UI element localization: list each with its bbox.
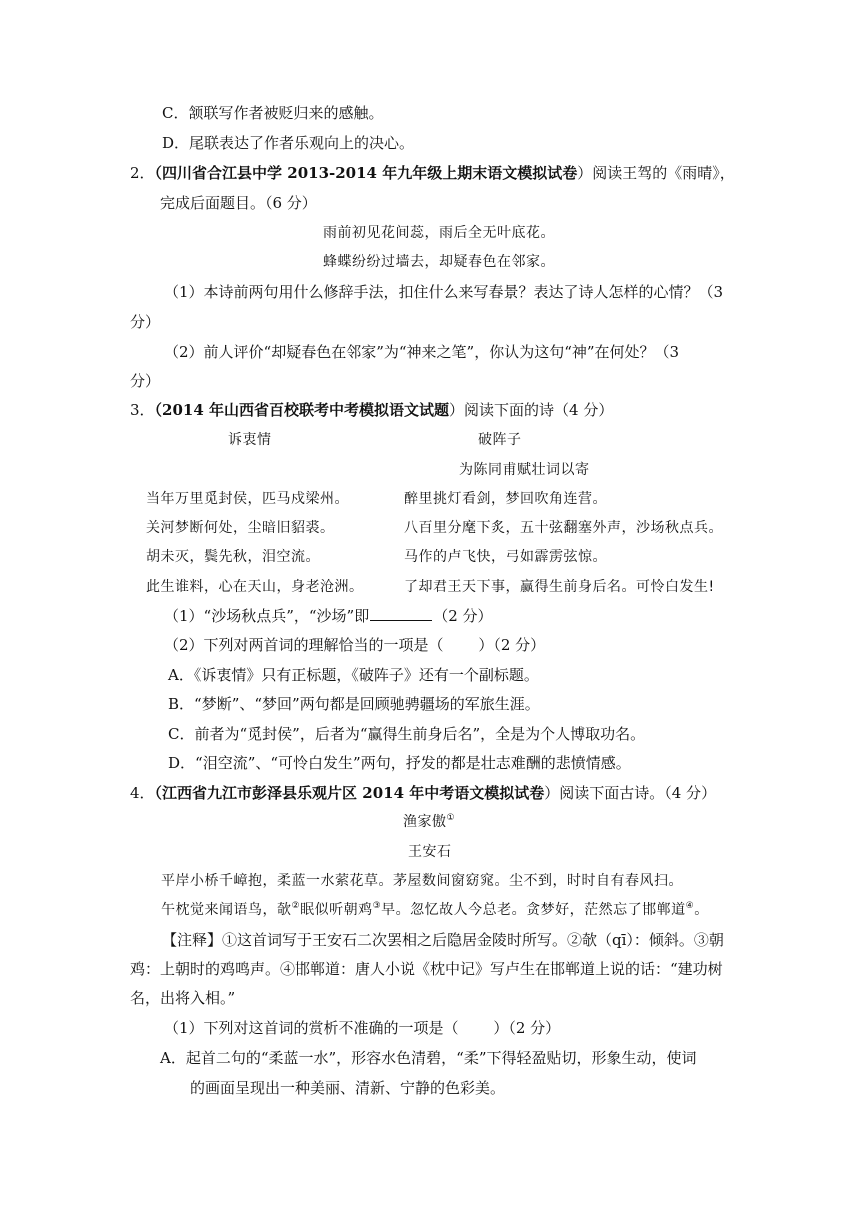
footnote-mark: ②: [291, 901, 301, 911]
question-source: （江西省九江市彭泽县乐观片区 2014 年中考语文模拟试卷: [154, 784, 545, 802]
question-number: 2．: [130, 164, 155, 182]
option-a: A．《诉衷情》只有正标题，《破阵子》还有一个副标题。: [168, 666, 539, 684]
question-number: 4．: [130, 784, 155, 802]
poem-title-right: 破阵子: [478, 432, 522, 448]
question-source: （2014 年山西省百校联考中考模拟语文试题: [154, 401, 450, 419]
option-a: A．起首二句的“柔蓝一水”，形容水色清碧，“柔”下得轻盈贴切，形象生动，使词: [160, 1049, 697, 1067]
poem-text: 早。忽忆故人今总老。贪梦好，茫然忘了邯郸道: [381, 902, 686, 918]
question-2-header: [130, 162, 735, 184]
sub-question-1: （1）本诗前两句用什么修辞手法，扣住什么来写春景？表达了诗人怎样的心情？（3: [164, 283, 724, 301]
poem-subtitle-right: 为陈同甫赋壮词以寄: [459, 462, 590, 478]
footnote-mark: ①: [446, 813, 456, 823]
sub-question-2: （2）前人评价“却疑春色在邻家”为“神来之笔”，你认为这句“神”在何处？（3: [164, 343, 680, 361]
poem-text: 午枕觉来闻语鸟，欹: [161, 902, 292, 918]
question-intro: ）阅读下面的诗（4 分）: [449, 401, 614, 419]
footnote-mark: ④: [685, 901, 695, 911]
option-b: B．“梦断”、“梦回”两句都是回顾驰骋疆场的军旅生涯。: [168, 695, 540, 713]
question-intro: ）阅读王驾的《雨晴》，: [577, 164, 735, 182]
footnote-mark: ③: [372, 901, 382, 911]
poem-title-text: 渔家傲: [403, 814, 447, 830]
sub-question-1: （1）下列对这首词的赏析不准确的一项是（ ）（2 分）: [164, 1019, 561, 1037]
poem-text: 眠似听朝鸡: [300, 902, 373, 918]
option-d: D．“泪空流”、“可怜白发生”两句，抒发的都是壮志难酬的悲愤情感。: [168, 754, 631, 772]
poem-left-line: 此生谁料，心在天山，身老沧洲。: [146, 579, 364, 595]
poem-text: 。: [694, 902, 709, 918]
option-c: C．前者为“觅封侯”，后者为“赢得生前身后名”，全是为个人博取功名。: [168, 725, 646, 743]
sub-question-1: [164, 605, 493, 627]
poem-title: [403, 811, 455, 833]
poem-author: 王安石: [408, 844, 452, 860]
annotation: 【注释】①这首词写于王安石二次罢相之后隐居金陵时所写。②欹（qī）：倾斜。③朝: [162, 931, 724, 949]
poem-left-line: 当年万里觅封侯，匹马戍梁州。: [146, 491, 349, 507]
question-intro-cont: 完成后面题目。（6 分）: [160, 194, 317, 212]
poem-right-line: 八百里分麾下炙，五十弦翻塞外声，沙场秋点兵。: [404, 520, 723, 536]
annotation-cont: 名，出将入相。”: [130, 989, 236, 1007]
poem-line: 平岸小桥千嶂抱，柔蓝一水萦花草。茅屋数间窗窈窕。尘不到，时时自有春风扫。: [161, 873, 683, 889]
annotation-cont: 鸡：上朝时的鸡鸣声。④邯郸道：唐人小说《枕中记》写卢生在邯郸道上说的话：“建功树: [130, 960, 723, 978]
sub-question-text: （1）“沙场秋点兵”，“沙场”即: [164, 607, 370, 625]
sub-question-2: （2）下列对两首词的理解恰当的一项是（ ）（2 分）: [164, 636, 546, 654]
poem-right-line: 马作的卢飞快，弓如霹雳弦惊。: [404, 549, 607, 565]
question-3-header: [130, 399, 613, 421]
poem-right-line: 了却君王天下事，赢得生前身后名。可怜白发生!: [404, 579, 715, 595]
answer-blank[interactable]: [370, 606, 432, 621]
poem-line: [161, 899, 709, 921]
poem-left-line: 胡未灭，鬓先秋，泪空流。: [146, 549, 320, 565]
sub-question-score: （2 分）: [433, 607, 493, 625]
sub-question-1-cont: 分）: [130, 313, 161, 331]
poem-left-line: 关河梦断何处，尘暗旧貂裘。: [146, 520, 335, 536]
question-intro: ）阅读下面古诗。（4 分）: [544, 784, 717, 802]
sub-question-2-cont: 分）: [130, 372, 161, 390]
poem-title-left: 诉衷情: [228, 432, 272, 448]
question-source: （四川省合江县中学 2013-2014 年九年级上期末语文模拟试卷: [154, 164, 578, 182]
question-4-header: [130, 782, 716, 804]
question-number: 3．: [130, 401, 155, 419]
poem-line: 蜂蝶纷纷过墙去，却疑春色在邻家。: [323, 254, 555, 270]
poem-line: 雨前初见花间蕊，雨后全无叶底花。: [323, 225, 555, 241]
poem-right-line: 醉里挑灯看剑，梦回吹角连营。: [404, 491, 607, 507]
option-a-cont: 的画面呈现出一种美丽、清新、宁静的色彩美。: [190, 1079, 506, 1097]
option-c: C．颔联写作者被贬归来的感触。: [162, 104, 384, 122]
option-d: D．尾联表达了作者乐观向上的决心。: [162, 134, 415, 152]
